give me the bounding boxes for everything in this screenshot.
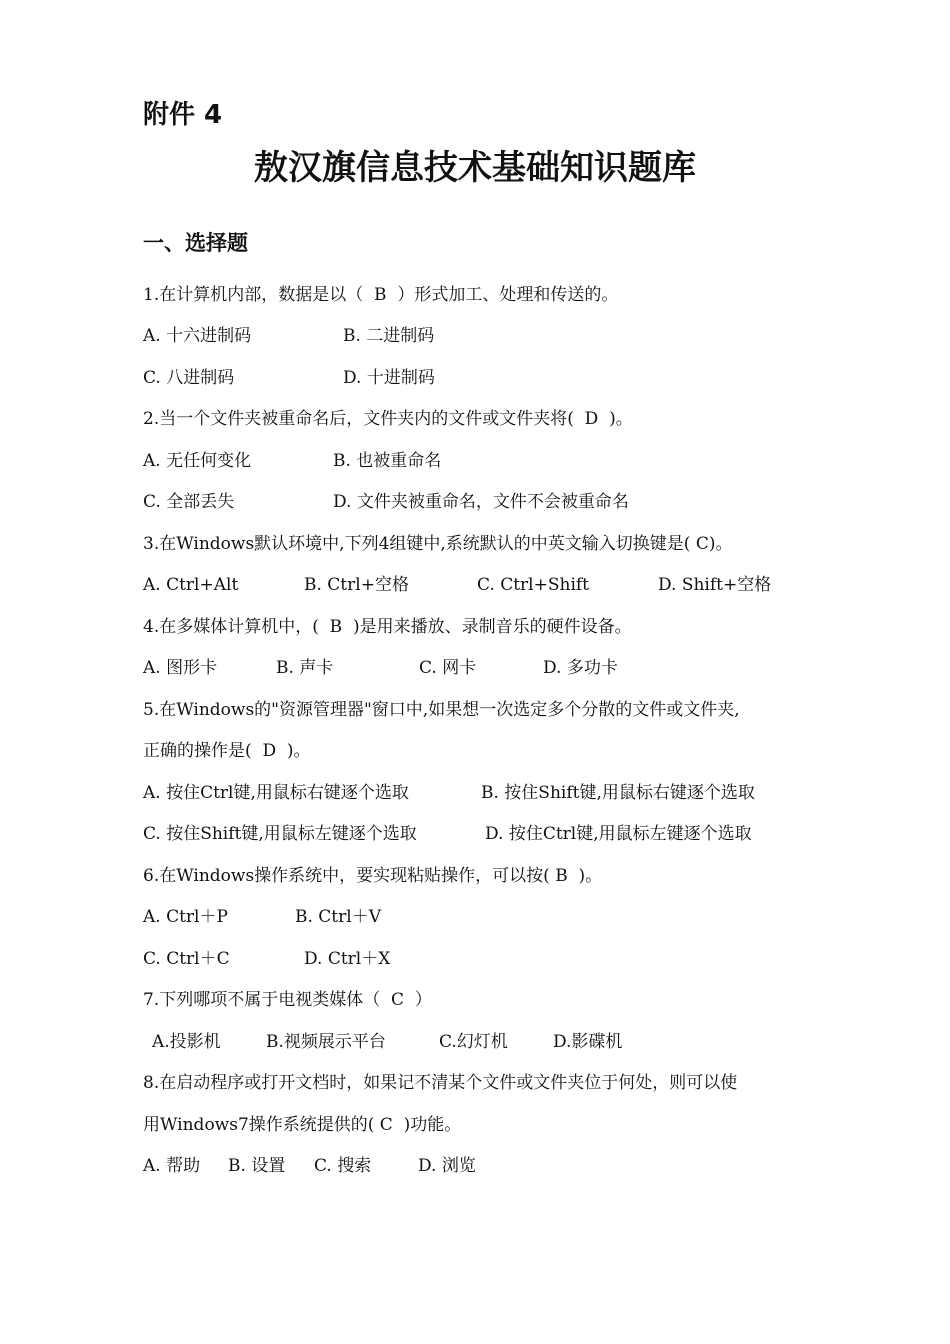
question-8-option-a: A. 帮助: [143, 1156, 201, 1176]
question-6-option-a: A. Ctrl＋P: [143, 907, 228, 927]
question-4-option-d: D. 多功卡: [543, 658, 618, 678]
question-4-text: 4.在多媒体计算机中，( B )是用来播放、录制音乐的硬件设备。: [143, 617, 632, 637]
question-1-option-c: C. 八进制码: [143, 368, 235, 388]
question-2-option-b: B. 也被重命名: [333, 451, 442, 471]
question-6-option-c: C. Ctrl＋C: [143, 949, 230, 969]
question-5-option-d: D. 按住Ctrl键,用鼠标左键逐个选取: [485, 824, 752, 844]
question-7-option-c: C.幻灯机: [439, 1032, 508, 1052]
question-4-option-b: B. 声卡: [276, 658, 334, 678]
question-1-option-b: B. 二进制码: [343, 326, 435, 346]
question-2-option-d: D. 文件夹被重命名，文件不会被重命名: [333, 492, 629, 512]
question-2-option-c: C. 全部丢失: [143, 492, 235, 512]
question-6-option-b: B. Ctrl＋V: [295, 907, 381, 927]
question-3-option-b: B. Ctrl+空格: [304, 575, 409, 595]
question-6-text: 6.在Windows操作系统中，要实现粘贴操作，可以按( B )。: [143, 866, 603, 886]
question-3-option-c: C. Ctrl+Shift: [477, 575, 590, 595]
question-1-option-a: A. 十六进制码: [143, 326, 252, 346]
question-8-option-b: B. 设置: [228, 1156, 286, 1176]
page-title: 敖汉旗信息技术基础知识题库: [254, 148, 696, 188]
question-4-option-a: A. 图形卡: [143, 658, 218, 678]
question-8-option-d: D. 浏览: [418, 1156, 476, 1176]
question-1-text: 1.在计算机内部，数据是以（ B ）形式加工、处理和传送的。: [143, 285, 619, 305]
question-3-option-a: A. Ctrl+Alt: [143, 575, 239, 595]
question-1-option-d: D. 十进制码: [343, 368, 435, 388]
question-3-text: 3.在Windows默认环境中,下列4组键中,系统默认的中英文输入切换键是( C)。: [143, 534, 733, 554]
question-8-text-line-2: 用Windows7操作系统提供的( C )功能。: [143, 1115, 462, 1135]
attachment-label: 附件 4: [143, 100, 223, 130]
question-3-option-d: D. Shift+空格: [658, 575, 772, 595]
question-7-option-b: B.视频展示平台: [266, 1032, 386, 1052]
question-2-text: 2.当一个文件夹被重命名后，文件夹内的文件或文件夹将( D )。: [143, 409, 633, 429]
question-7-text: 7.下列哪项不属于电视类媒体（ C ）: [143, 990, 432, 1010]
question-7-option-a: A.投影机: [152, 1032, 221, 1052]
question-8-option-c: C. 搜索: [314, 1156, 372, 1176]
question-4-option-c: C. 网卡: [419, 658, 477, 678]
section-heading: 一、选择题: [143, 231, 248, 255]
question-5-text-line-1: 5.在Windows的"资源管理器"窗口中,如果想一次选定多个分散的文件或文件夹,: [143, 700, 740, 720]
question-5-option-c: C. 按住Shift键,用鼠标左键逐个选取: [143, 824, 417, 844]
question-8-text-line-1: 8.在启动程序或打开文档时，如果记不清某个文件或文件夹位于何处，则可以使: [143, 1073, 738, 1093]
question-7-option-d: D.影碟机: [553, 1032, 623, 1052]
question-5-option-b: B. 按住Shift键,用鼠标右键逐个选取: [481, 783, 755, 803]
question-2-option-a: A. 无任何变化: [143, 451, 252, 471]
question-5-text-line-2: 正确的操作是( D )。: [143, 741, 311, 761]
question-5-option-a: A. 按住Ctrl键,用鼠标右键逐个选取: [143, 783, 409, 803]
question-6-option-d: D. Ctrl＋X: [304, 949, 391, 969]
